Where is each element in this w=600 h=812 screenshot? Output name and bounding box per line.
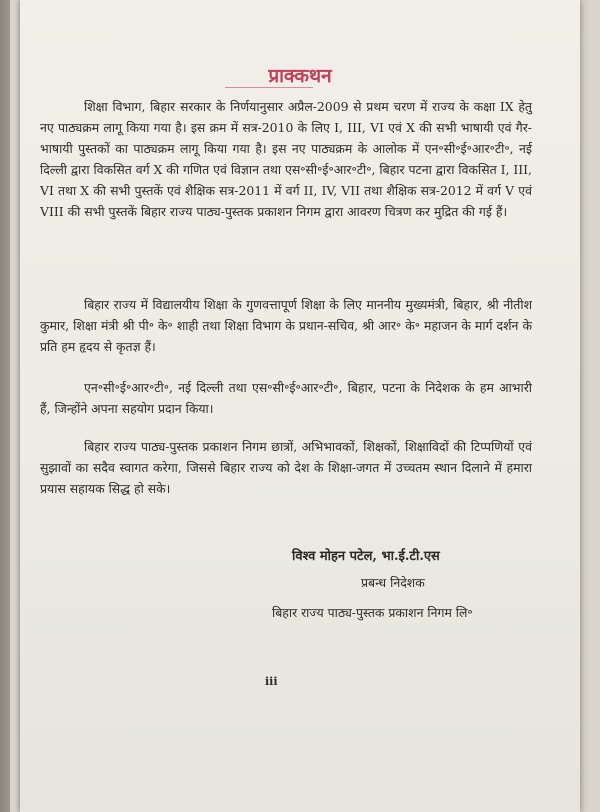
- document-page: [20, 0, 580, 812]
- paragraph-4: बिहार राज्य पाठ्य-पुस्तक प्रकाशन निगम छात्रों, अभिभावकों, शिक्षकों, शिक्षाविदों की टिप्पणियों एवं सुझावों का सदैव स्वागत करेगा, जिससे बिहार राज्य को देश के शिक्षा-जगत में उच्चतम स्थान दिलाने में हमारा प्रयास सहायक सिद्ध हो सके।: [40, 439, 532, 496]
- signatory-name: विश्व मोहन पटेल, भा.ई.टी.एस: [292, 549, 440, 564]
- signatory-role: प्रबन्ध निदेशक: [361, 575, 425, 590]
- signatory-organization: बिहार राज्य पाठ्य-पुस्तक प्रकाशन निगम लि॰: [272, 605, 473, 620]
- paragraph-2: बिहार राज्य में विद्यालयीय शिक्षा के गुणवत्तापूर्ण शिक्षा के लिए माननीय मुख्यमंत्री, बिहार, श्री नीतीश कुमार, शिक्षा मंत्री श्री पी॰ के॰ शाही तथा शिक्षा विभाग के प्रधान-सचिव, श्री आर॰ के॰ महाजन के मार्ग दर्शन के प्रति हम हृदय से कृतज्ञ हैं।: [40, 297, 532, 354]
- paragraph-1: शिक्षा विभाग, बिहार सरकार के निर्णयानुसार अप्रैल-2009 से प्रथम चरण में राज्य के कक्षा IX हेतु नए पाठ्यक्रम लागू किया गया है। इस क्रम में सत्र-2010 के लिए I, III, VI एवं X की सभी भाषायी एवं गैर-भाषायी पुस्तकों का पाठ्यक्रम लागू किया गया है। इस नए पाठ्यक्रम के आलोक में एन॰सी॰ई॰आर॰टी॰, नई दिल्ली द्वारा विकसित वर्ग X की गणित एवं विज्ञान तथा एस॰सी॰ई॰आर॰टी॰, बिहार पटना द्वारा विकसित I, III, VI तथा X की सभी पुस्तकें एवं शैक्षिक सत्र-2011 में वर्ग II, IV, VII तथा शैक्षिक सत्र-2012 में वर्ग V एवं VIII की सभी पुस्तकें बिहार राज्य पाठ्य-पुस्तक प्रकाशन निगम द्वारा आवरण चित्रण कर मुद्रित की गई हैं।: [40, 99, 532, 219]
- paragraph-3: एन॰सी॰ई॰आर॰टी॰, नई दिल्ली तथा एस॰सी॰ई॰आर॰टी॰, बिहार, पटना के निदेशक के हम आभारी हैं, जिन्होंने अपना सहयोग प्रदान किया।: [40, 380, 532, 416]
- page-title: प्राक्कथन: [268, 65, 332, 87]
- page-number: iii: [265, 675, 278, 688]
- title-underline: [225, 87, 313, 88]
